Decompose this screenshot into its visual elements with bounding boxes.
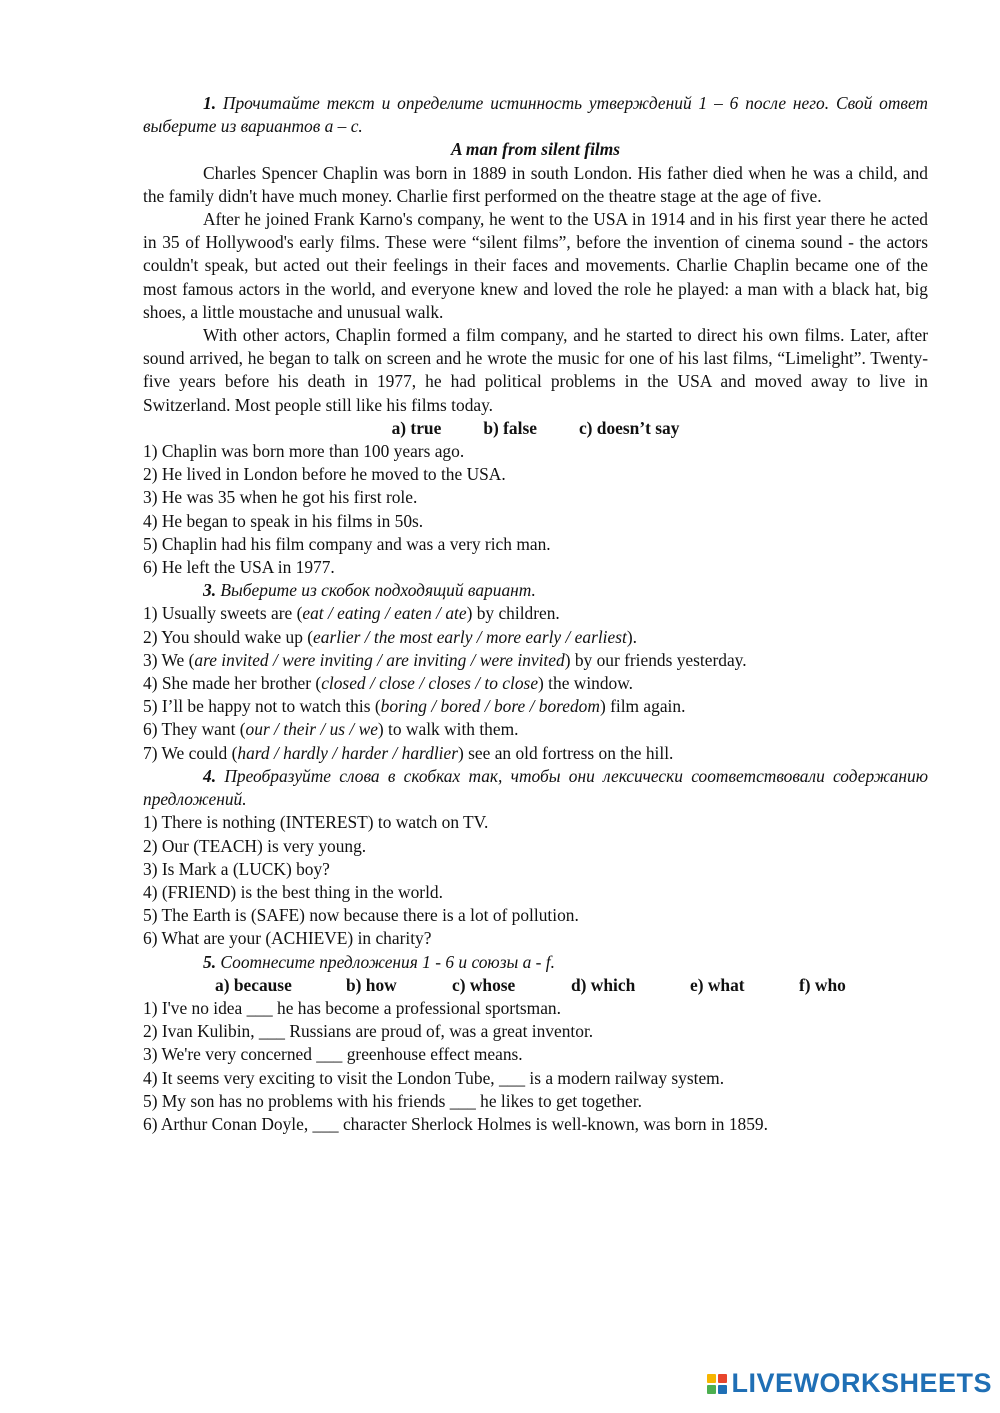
logo-icon [707, 1374, 727, 1394]
task1-instruction [143, 92, 928, 138]
text-paragraph-1: Charles Spencer Chaplin was born in 1889 in south London. His father died when he was a child, and the family didn't have much money. Charlie first performed on the theatre stage at the age of five. [143, 162, 928, 206]
task3-item [143, 626, 928, 649]
task5-item: 1) I've no idea ___ he has become a professional sportsman. [143, 997, 561, 1018]
task1-number: 1. [203, 93, 217, 113]
task4-instruction [143, 765, 928, 811]
task4-item: 6) What are your (ACHIEVE) in charity? [143, 928, 432, 949]
conj-which: d) which [571, 974, 636, 995]
item-end: ) by our friends yesterday. [564, 649, 747, 670]
statement-item: 2) He lived in London before he moved to the USA. [143, 464, 506, 485]
item-start: 7) We could ( [143, 742, 238, 763]
task3-text: Выберите из скобок подходящий вариант. [220, 580, 536, 601]
task5-text: Соотнесите предложения 1 - 6 и союзы a - f. [220, 951, 555, 972]
task5-item: 3) We're very concerned ___ greenhouse effect means. [143, 1044, 523, 1065]
item-start: 5) I’ll be happy not to watch this ( [143, 696, 381, 717]
conj-what: e) what [690, 974, 745, 995]
statement-item: 4) He began to speak in his films in 50s. [143, 510, 424, 531]
conj-who: f) who [799, 974, 846, 995]
logo-square [718, 1374, 727, 1383]
worksheet [143, 92, 928, 1136]
task5-item: 2) Ivan Kulibin, ___ Russians are proud of, was a great inventor. [143, 1021, 594, 1042]
logo-square [707, 1374, 716, 1383]
task4-item: 1) There is nothing (INTEREST) to watch on TV. [143, 812, 489, 833]
task4-item: 5) The Earth is (SAFE) now because there is a lot of pollution. [143, 905, 579, 926]
task3-item [143, 742, 928, 765]
task5-instruction [143, 951, 928, 974]
logo-square [718, 1385, 727, 1394]
item-end: ) the window. [538, 673, 634, 694]
item-start: 1) Usually sweets are ( [143, 603, 303, 624]
statement-item: 1) Chaplin was born more than 100 years ago. [143, 441, 465, 462]
task4-list [143, 811, 928, 950]
task5-item: 4) It seems very exciting to visit the London Tube, ___ is a modern railway system. [143, 1067, 725, 1088]
task3-item [143, 649, 928, 672]
item-start: 6) They want ( [143, 719, 246, 740]
choice-options: eat / eating / eaten / ate [302, 603, 467, 624]
option-true: a) true [391, 417, 442, 438]
task4-number: 4. [203, 765, 217, 786]
task3-item [143, 718, 928, 741]
conj-because: a) because [215, 974, 292, 995]
liveworksheets-logo [707, 1368, 992, 1399]
task5-item: 5) My son has no problems with his friends ___ he likes to get together. [143, 1090, 642, 1111]
item-end: ) to walk with them. [377, 719, 519, 740]
choice-options: are invited / were inviting / are inviting / were invited [194, 649, 565, 670]
text-paragraph-2: After he joined Frank Karno's company, he went to the USA in 1914 and in his first year there he acted in 35 of Hollywood's early films. These were “silent films”, before the invention of cinema sound - the actors couldn't speak, but acted out their feelings in their faces and movements. Charlie Chaplin became one of the most famous actors in the world, and everyone knew and loved the role he played: a man with a black hat, big shoes, a little moustache and unusual walk. [143, 209, 928, 322]
task5-item: 6) Arthur Conan Doyle, ___ character Sherlock Holmes is well-known, was born in 1859. [143, 1113, 768, 1134]
task3-item [143, 695, 928, 718]
choice-options: hard / hardly / harder / hardlier [237, 742, 458, 763]
task3-item [143, 672, 928, 695]
task1-text: Прочитайте текст и определите истинность утверждений 1 – 6 после него. Свой ответ выберите из вариантов а – с. [143, 93, 928, 137]
brand-name: LIVEWORKSHEETS [731, 1368, 992, 1398]
task3-instruction [143, 579, 928, 602]
item-end: ) by children. [466, 603, 560, 624]
task3-item [143, 602, 928, 625]
item-start: 3) We ( [143, 649, 195, 670]
conj-how: b) how [346, 974, 397, 995]
task4-item: 3) Is Mark a (LUCK) boy? [143, 858, 330, 879]
text-paragraph-3: With other actors, Chaplin formed a film company, and he started to direct his own films. Later, after sound arrived, he began to talk on screen and he wrote the music for one of his last films, “Limelight”. Twenty-five years before his death in 1977, he had political problems in the USA and moved away to live in Switzerland. Most people still like his films today. [143, 325, 928, 415]
task1-options [143, 417, 928, 440]
item-end: ) film again. [599, 696, 686, 717]
task3-list [143, 602, 928, 764]
statement-item: 5) Chaplin had his film company and was a very rich man. [143, 533, 551, 554]
task4-item: 2) Our (TEACH) is very young. [143, 835, 367, 856]
logo-square [707, 1385, 716, 1394]
task3-number: 3. [203, 580, 217, 601]
task5-list [143, 997, 928, 1136]
task5-options [143, 974, 928, 997]
item-start: 4) She made her brother ( [143, 673, 322, 694]
task5-number: 5. [203, 951, 217, 972]
choice-options: our / their / us / we [245, 719, 378, 740]
conj-whose: c) whose [452, 974, 516, 995]
option-doesnt-say: c) doesn’t say [578, 417, 680, 438]
choice-options: earlier / the most early / more early / earliest [313, 626, 627, 647]
item-start: 2) You should wake up ( [143, 626, 314, 647]
choice-options: boring / bored / bore / boredom [380, 696, 600, 717]
statement-item: 6) He left the USA in 1977. [143, 557, 335, 578]
statement-list [143, 440, 928, 579]
choice-options: closed / close / closes / to close [321, 673, 539, 694]
task4-text: Преобразуйте слова в скобках так, чтобы они лексически соответствовали содержанию предложений. [143, 765, 928, 810]
item-end: ). [626, 626, 637, 647]
option-false: b) false [483, 417, 537, 438]
statement-item: 3) He was 35 when he got his first role. [143, 487, 418, 508]
item-end: ) see an old fortress on the hill. [458, 742, 674, 763]
text-title: A man from silent films [450, 139, 621, 160]
task4-item: 4) (FRIEND) is the best thing in the world. [143, 881, 443, 902]
